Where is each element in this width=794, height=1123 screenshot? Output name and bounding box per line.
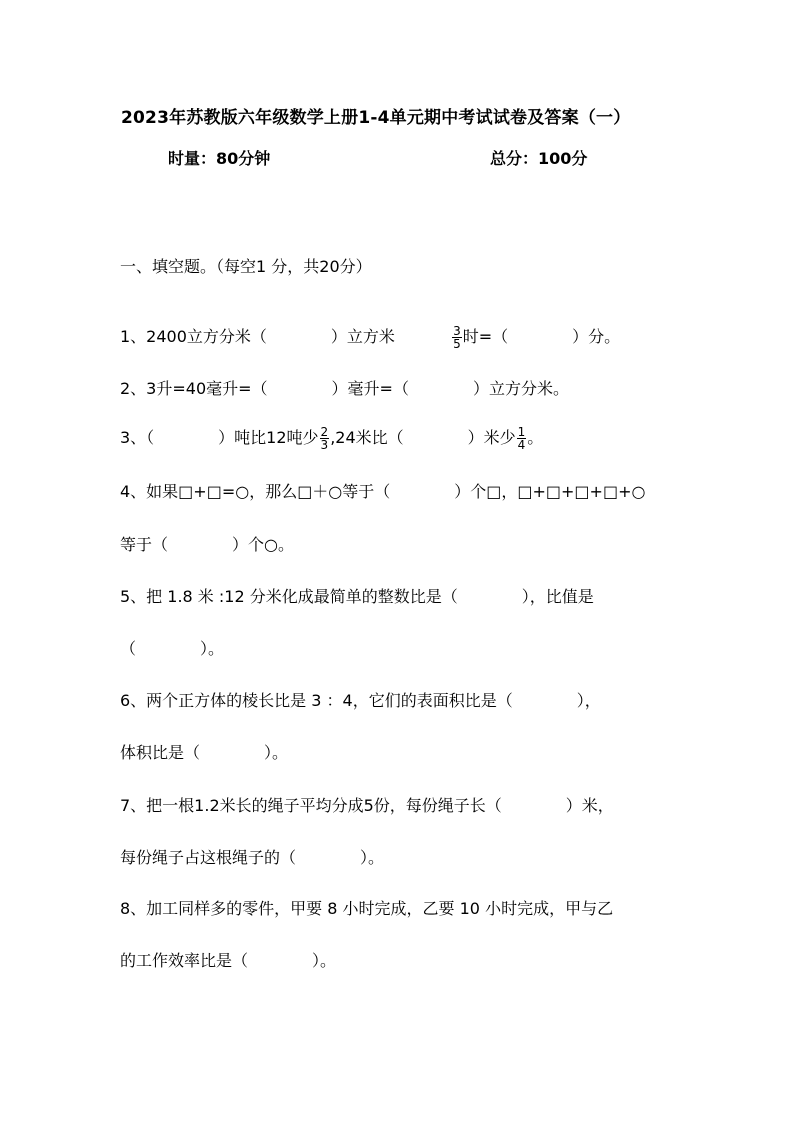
question-8-line-1: 8、加工同样多的零件，甲要 8 小时完成，乙要 10 小时完成，甲与乙: [120, 899, 614, 918]
q3-fraction-1: [320, 426, 330, 451]
section-heading: 一、填空题。（每空1 分，共20分）: [120, 257, 372, 276]
q3-frac1-numerator: 2: [320, 425, 329, 439]
question-1: [120, 325, 620, 350]
q1-fraction: [452, 325, 462, 350]
q3-text-c: 。: [527, 428, 544, 447]
q3-frac2-numerator: 1: [517, 425, 526, 439]
question-7-line-1: 7、把一根1.2米长的绳子平均分成5份，每份绳子长（ ）米，: [120, 796, 614, 815]
question-4-line-2: 等于（ ）个○。: [120, 535, 294, 554]
question-4-line-1: 4、如果□+□=○，那么□＋○等于（ ）个□，□+□+□+□+○: [120, 482, 646, 501]
time-limit: 时量：80分钟: [168, 149, 271, 168]
q3-frac2-denominator: 4: [517, 438, 526, 452]
total-score: 总分：100分: [490, 149, 588, 168]
q1-text-b: 时=（ ）分。: [462, 327, 621, 346]
question-6-line-1: 6、两个正方体的棱长比是 3 ：4，它们的表面积比是（ ），: [120, 691, 601, 710]
question-7-line-2: 每份绳子占这根绳子的（ ）。: [120, 848, 385, 867]
q1-frac-denominator: 5: [453, 337, 461, 351]
question-3: [120, 426, 543, 451]
q1-text-a: 1、2400立方分米（ ）立方米: [120, 327, 395, 346]
q3-text-b: ,24米比（ ）米少: [330, 428, 516, 447]
question-8-line-2: 的工作效率比是（ ）。: [120, 951, 337, 970]
question-6-line-2: 体积比是（ ）。: [120, 743, 289, 762]
q3-text-a: 3、（ ）吨比12吨少: [120, 428, 319, 447]
question-5-line-1: 5、把 1.8 米 :12 分米化成最简单的整数比是（ ），比值是: [120, 587, 594, 606]
q3-frac1-denominator: 3: [320, 438, 329, 452]
q3-fraction-2: [517, 426, 527, 451]
question-2: 2、3升=40毫升=（ ）毫升=（ ）立方分米。: [120, 379, 569, 398]
page-title: 2023年苏教版六年级数学上册1-4单元期中考试试卷及答案（一）: [121, 108, 631, 128]
question-5-line-2: （ ）。: [120, 639, 225, 658]
q1-frac-numerator: 3: [453, 324, 461, 338]
